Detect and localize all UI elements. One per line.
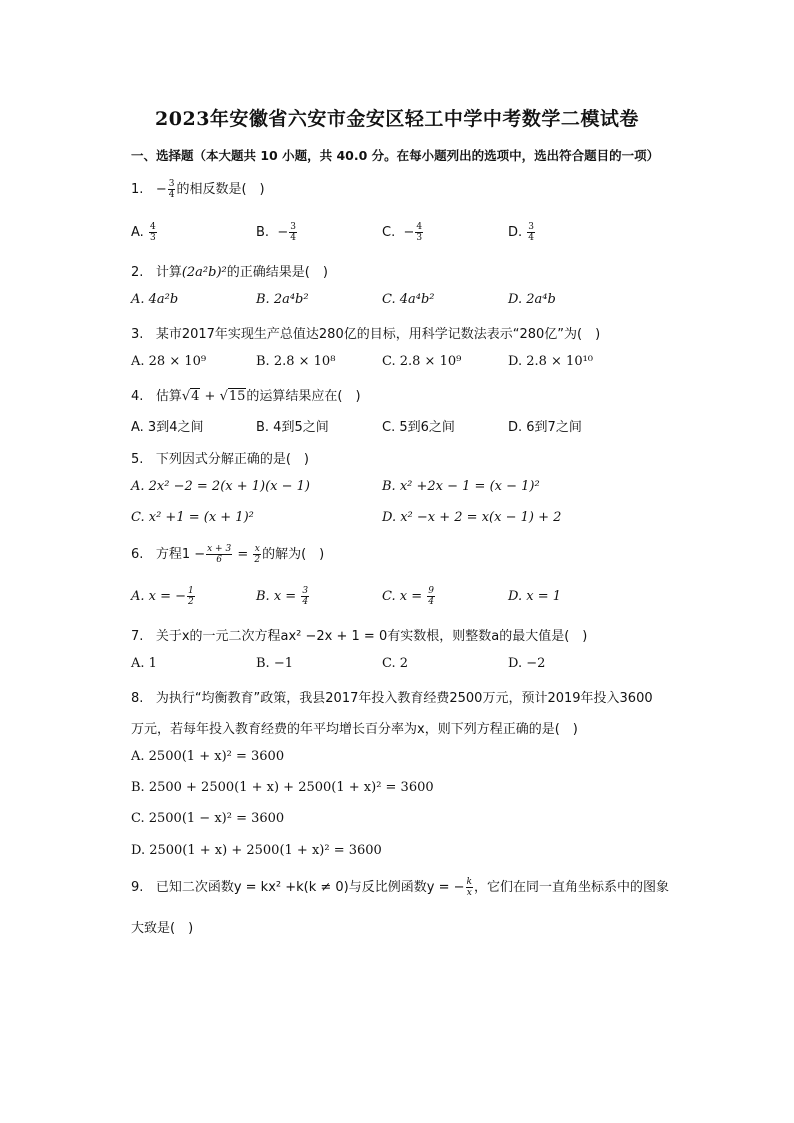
q6-option-c[interactable]: C. x = $\frac{9}{4}$ <box>382 586 434 607</box>
q5-option-d[interactable]: D. x² −x + 2 = x(x − 1) + 2 <box>382 510 562 525</box>
question-9-line-2: 大致是( ) <box>131 921 194 936</box>
q6-option-b[interactable]: B. x = $\frac{3}{4}$ <box>256 586 309 607</box>
question-2: 2. 计算(2a²b)²的正确结果是( ) <box>131 265 328 280</box>
question-3: 3. 某市2017年实现生产总值达280亿的目标，用科学记数法表示“280亿”为( ) <box>131 327 601 342</box>
question-5: 5. 下列因式分解正确的是( ) <box>131 452 309 467</box>
question-4: 4. 估算√4 + √15的运算结果应在( ) <box>131 389 361 404</box>
q4-option-a[interactable]: A. 3到4之间 <box>131 420 204 435</box>
q6-option-d[interactable]: D. x = 1 <box>508 589 561 604</box>
q3-option-c[interactable]: C. 2.8 × 10⁹ <box>382 354 462 369</box>
q7-option-c[interactable]: C. 2 <box>382 656 409 671</box>
square-root: √15 <box>219 389 246 404</box>
q2-option-a[interactable]: A. 4a²b <box>131 292 179 307</box>
q2-option-b[interactable]: B. 2a⁴b² <box>256 292 309 307</box>
question-1: 1. − $\frac{3}{4}$ 的相反数是( ) <box>131 179 265 200</box>
q4-option-c[interactable]: C. 5到6之间 <box>382 420 455 435</box>
question-6: 6. 方程1 − $\frac{x + 3}{6}$ = $\frac{x}{2}$ 的解为( ) <box>131 544 325 565</box>
question-8-line-2: 万元，若每年投入教育经费的年平均增长百分率为x，则下列方程正确的是( ) <box>131 722 578 737</box>
q2-option-c[interactable]: C. 4a⁴b² <box>382 292 435 307</box>
square-root: √4 <box>181 389 200 404</box>
q1-option-b[interactable]: B. − $\frac{3}{4}$ <box>256 222 296 243</box>
exam-title: 2023年安徽省六安市金安区轻工中学中考数学二模试卷 <box>155 108 639 130</box>
fraction: $\frac{3}{4}$ <box>168 179 175 200</box>
question-7: 7. 关于x的一元二次方程ax² −2x + 1 = 0有实数根，则整数a的最大值是( ) <box>131 629 588 644</box>
q1-option-c[interactable]: C. − $\frac{4}{3}$ <box>382 222 423 243</box>
q5-option-b[interactable]: B. x² +2x − 1 = (x − 1)² <box>382 479 540 494</box>
q5-option-a[interactable]: A. 2x² −2 = 2(x + 1)(x − 1) <box>131 479 310 494</box>
q7-option-d[interactable]: D. −2 <box>508 656 546 671</box>
q8-option-a[interactable]: A. 2500(1 + x)² = 3600 <box>131 749 285 764</box>
q1-option-a[interactable]: A. $\frac{4}{3}$ <box>131 222 156 243</box>
q4-option-b[interactable]: B. 4到5之间 <box>256 420 329 435</box>
section-heading: 一、选择题（本大题共 10 小题，共 40.0 分。在每小题列出的选项中，选出符合题目的一项） <box>131 148 660 163</box>
question-9: 9. 已知二次函数y = kx² +k(k ≠ 0)与反比例函数y = − $\frac{k}{x}$ ，它们在同一直角坐标系中的图象 <box>131 877 669 898</box>
q8-option-b[interactable]: B. 2500 + 2500(1 + x) + 2500(1 + x)² = 3600 <box>131 780 434 795</box>
q3-option-a[interactable]: A. 28 × 10⁹ <box>131 354 207 369</box>
q7-option-a[interactable]: A. 1 <box>131 656 157 671</box>
q4-option-d[interactable]: D. 6到7之间 <box>508 420 582 435</box>
q1-option-d[interactable]: D. $\frac{3}{4}$ <box>508 222 535 243</box>
q3-option-d[interactable]: D. 2.8 × 10¹⁰ <box>508 354 594 369</box>
q8-option-c[interactable]: C. 2500(1 − x)² = 3600 <box>131 811 285 826</box>
q3-option-b[interactable]: B. 2.8 × 10⁸ <box>256 354 336 369</box>
q6-option-a[interactable]: A. x = − $\frac{1}{2}$ <box>131 586 194 607</box>
q8-option-d[interactable]: D. 2500(1 + x) + 2500(1 + x)² = 3600 <box>131 843 382 858</box>
question-8: 8. 为执行“均衡教育”政策，我县2017年投入教育经费2500万元，预计2019年投入3600 <box>131 691 653 706</box>
q7-option-b[interactable]: B. −1 <box>256 656 293 671</box>
q5-option-c[interactable]: C. x² +1 = (x + 1)² <box>131 510 254 525</box>
q2-option-d[interactable]: D. 2a⁴b <box>508 292 556 307</box>
